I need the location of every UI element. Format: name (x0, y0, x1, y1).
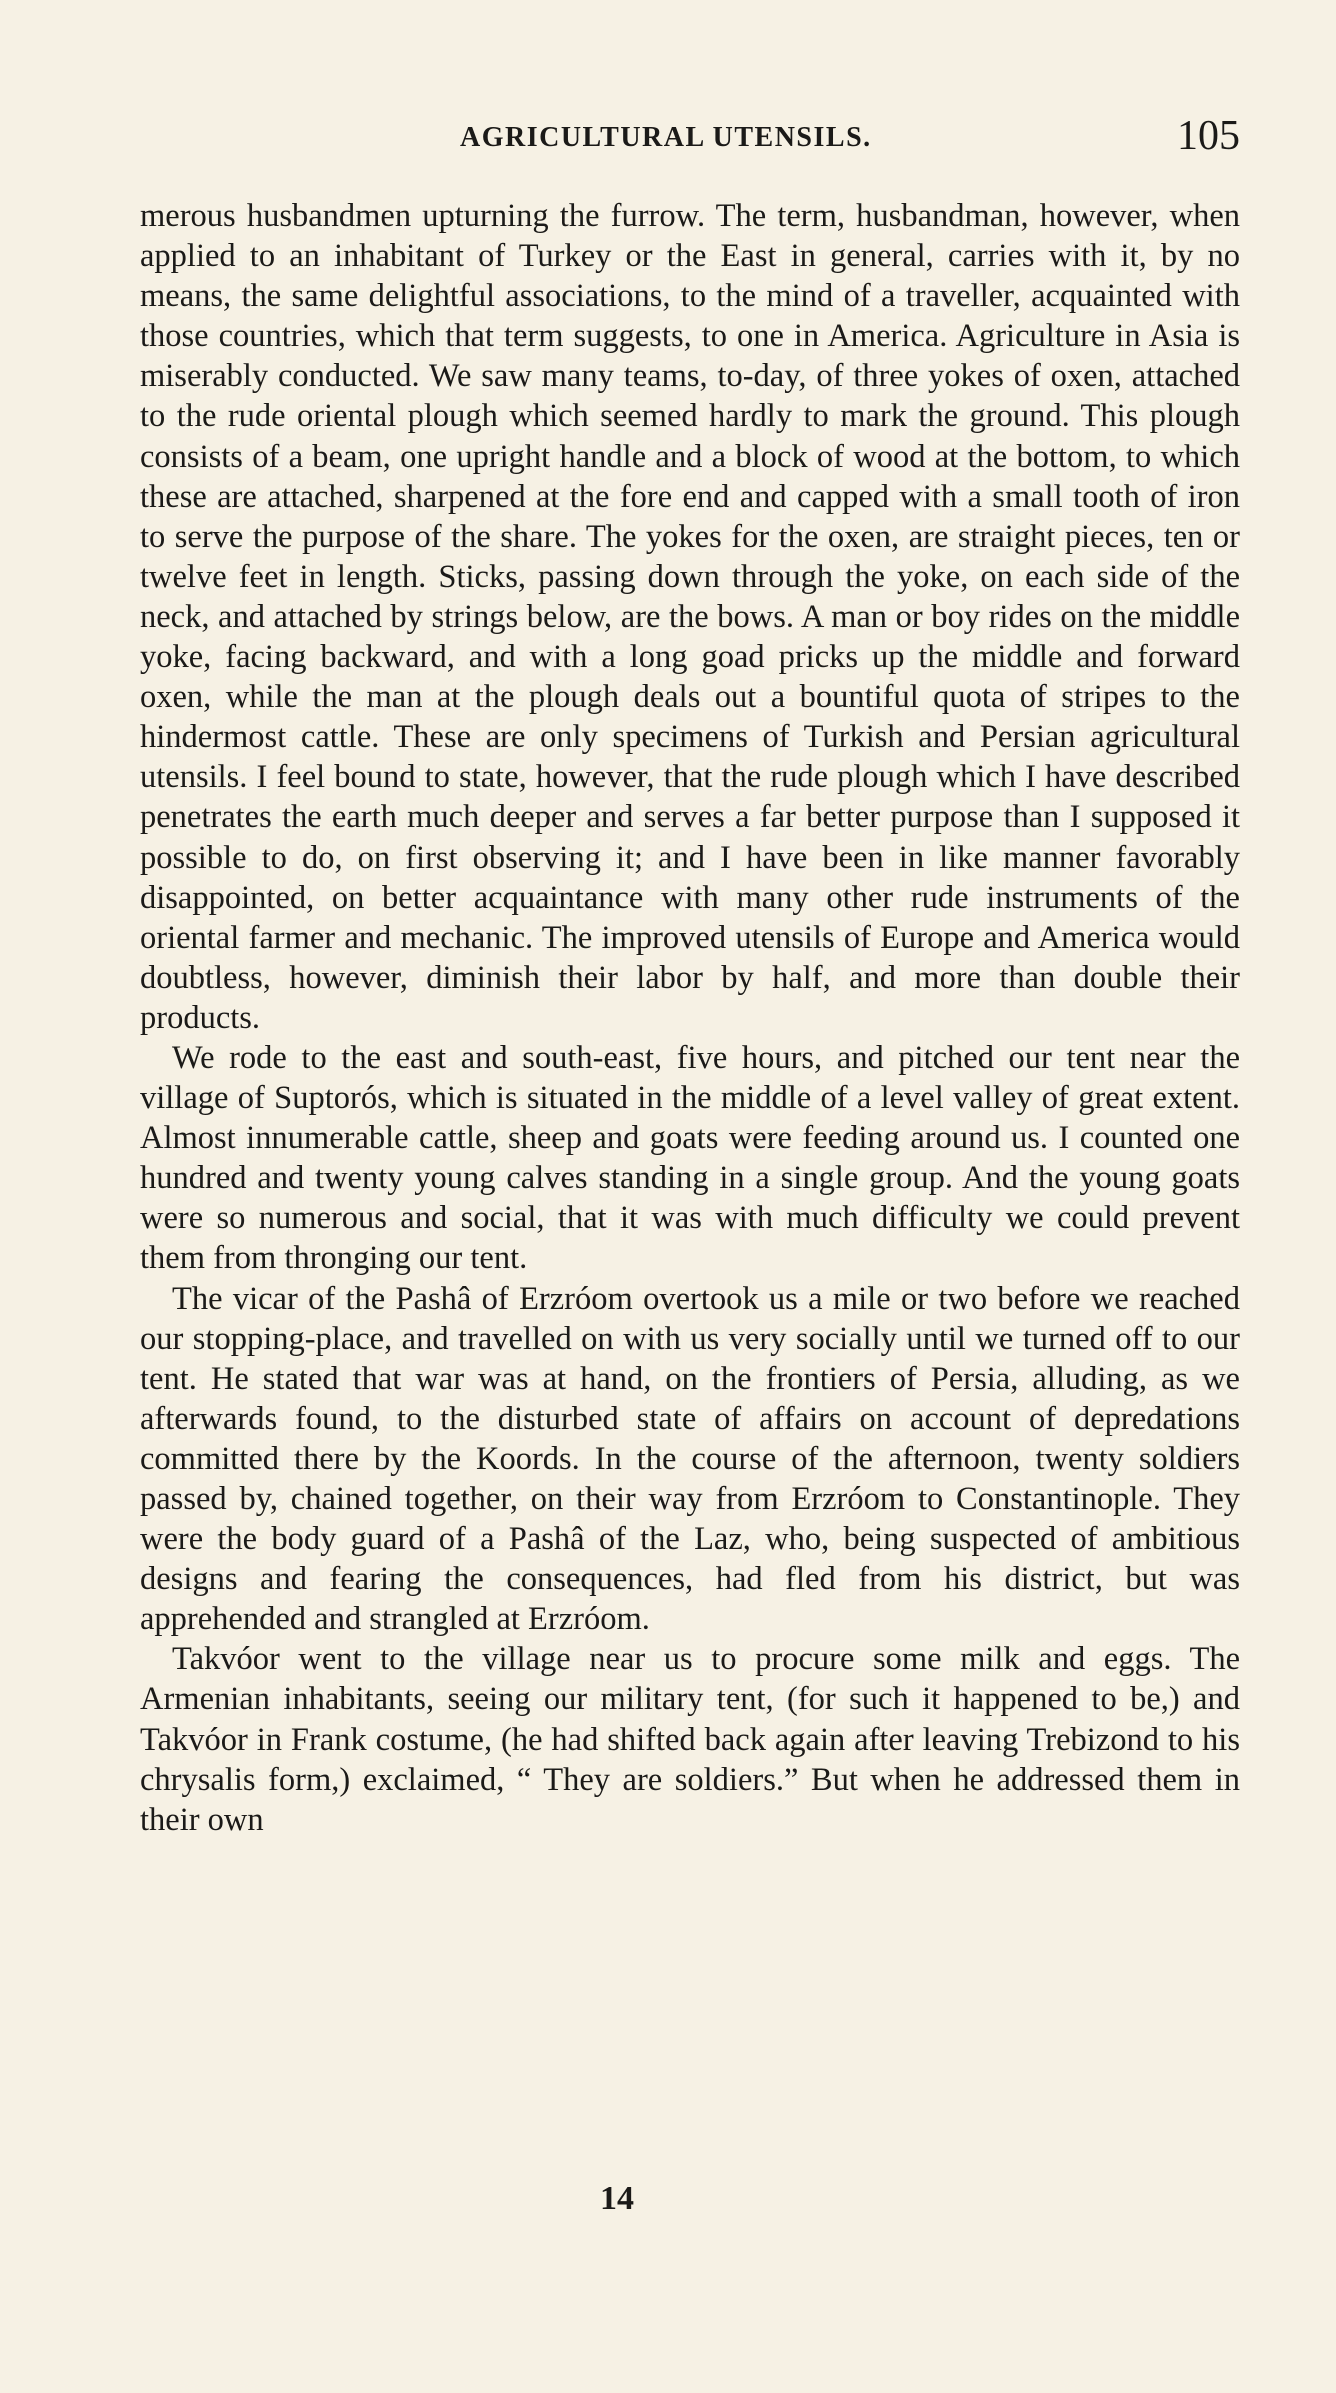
paragraph-3: The vicar of the Pashâ of Erzróom overtook us a mile or two before we reached our stopping-place, and travelled on with us very socially until we turned off to our tent. He stated that war was at hand, on the frontiers of Persia, alluding, as we afterwards found, to the disturbed state of affairs on account of depredations committed there by the Koords. In the course of the afternoon, twenty soldiers passed by, chained together, on their way from Erzróom to Constantinople. They were the body guard of a Pashâ of the Laz, who, being suspected of ambitious designs and fearing the consequences, had fled from his district, but was apprehended and strangled at Erzróom. (140, 1280, 1240, 1638)
signature-mark: 14 (600, 2180, 634, 2217)
page-number: 105 (1177, 113, 1240, 159)
running-head (140, 112, 1240, 172)
running-title: AGRICULTURAL UTENSILS. (460, 122, 872, 153)
paragraph-2: We rode to the east and south-east, five hours, and pitched our tent near the village of Suptorós, which is situated in the middle of a level valley of great extent. Almost innumerable cattle, sheep and goats were feeding around us. I counted one hundred and twenty young calves standing in a single group. And the young goats were so numerous and social, that it was with much difficulty we could prevent them from thronging our tent. (140, 1039, 1240, 1277)
paragraph-1: merous husbandmen upturning the furrow. The term, husbandman, however, when applied to an inhabitant of Turkey or the East in general, carries with it, by no means, the same delightful associations, to the mind of a traveller, acquainted with those countries, which that term suggests, to one in America. Agriculture in Asia is miserably conducted. We saw many teams, to-day, of three yokes of oxen, attached to the rude oriental plough which seemed hardly to mark the ground. This plough consists of a beam, one upright handle and a block of wood at the bottom, to which these are attached, sharpened at the fore end and capped with a small tooth of iron to serve the purpose of the share. The yokes for the oxen, are straight pieces, ten or twelve feet in length. Sticks, passing down through the yoke, on each side of the neck, and attached by strings below, are the bows. A man or boy rides on the middle yoke, facing backward, and with a long goad pricks up the middle and forward oxen, while the man at the plough deals out a bountiful quota of stripes to the hindermost cattle. These are only specimens of Turkish and Persian agricultural utensils. I feel bound to state, however, that the rude plough which I have described penetrates the earth much deeper and serves a far better purpose than I supposed it possible to do, on first observing it; and I have been in like manner favorably disappointed, on better acquaintance with many other rude instruments of the oriental farmer and mechanic. The improved utensils of Europe and America would doubtless, however, diminish their labor by half, and more than double their products. (140, 198, 1240, 1036)
body-text (140, 196, 1240, 1840)
paragraph-4: Takvóor went to the village near us to procure some milk and eggs. The Armenian inhabitants, seeing our military tent, (for such it happened to be,) and Takvóor in Frank costume, (he had shifted back again after leaving Trebizond to his chrysalis form,) exclaimed, “ They are soldiers.” But when he addressed them in their own (140, 1641, 1240, 1838)
